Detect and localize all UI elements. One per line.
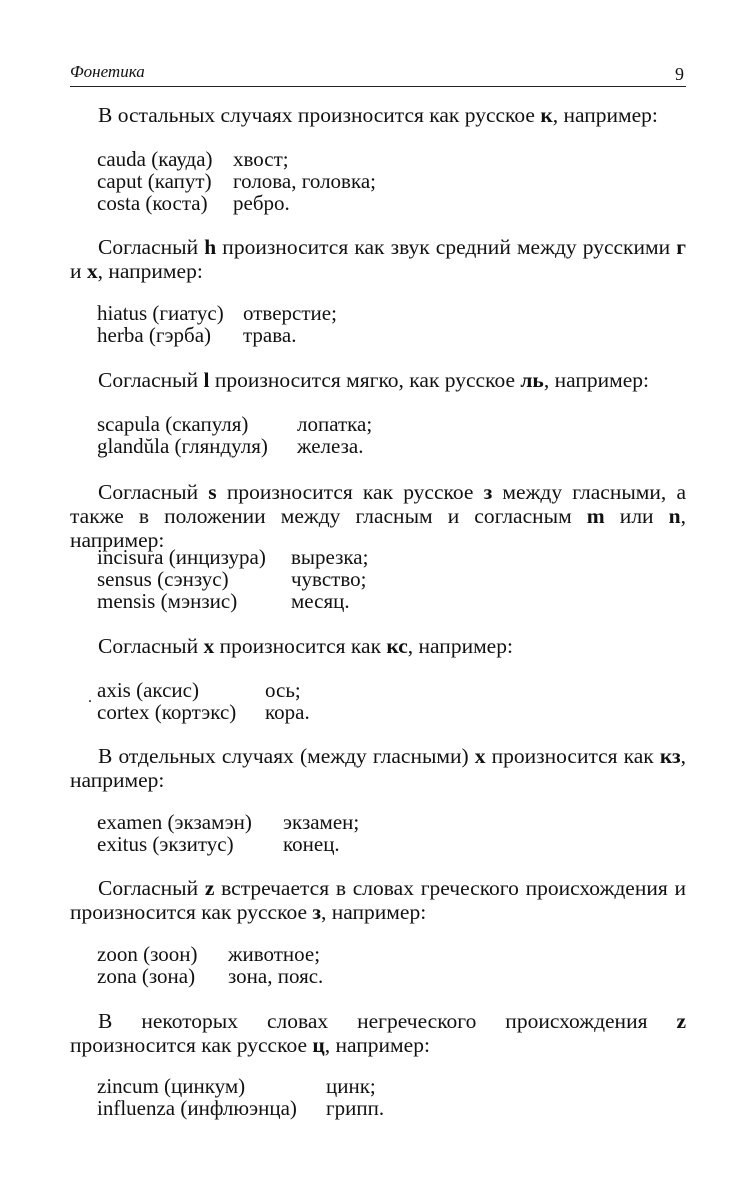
translation: трава. [243, 323, 297, 347]
paragraph-x-kz-sound [70, 744, 686, 792]
text: В отдельных случаях (между гласными) [98, 744, 475, 768]
example-row [97, 965, 323, 987]
paragraph-x-sound [70, 634, 686, 658]
example-row [97, 943, 323, 965]
example-list-z-non-greek [97, 1075, 384, 1119]
translation: грипп. [326, 1096, 385, 1120]
section-title: Фонетика [70, 62, 145, 81]
latin-term: axis (аксис) [97, 678, 199, 702]
example-row [97, 701, 310, 723]
letter: s [208, 480, 217, 504]
latin-term: glandŭla (гляндуля) [97, 434, 268, 458]
text: встречается в словах греческого происхождения и произносится как русское [70, 876, 686, 924]
paragraph-s-sound [70, 480, 686, 552]
print-speck: . [88, 689, 92, 706]
latin-term: sensus (сэнзус) [97, 567, 229, 591]
latin-term: mensis (мэнзис) [97, 589, 238, 613]
latin-term: herba (гэрба) [97, 323, 212, 347]
letter: х [474, 744, 486, 768]
text: , например: [543, 368, 649, 392]
translation: отверстие; [243, 301, 337, 325]
latin-term: zincum (цинкум) [97, 1074, 246, 1098]
letter: m [586, 504, 605, 528]
text: произносится как русское [70, 1033, 313, 1057]
text: , например: [552, 103, 658, 127]
text: произносится как русское [216, 480, 484, 504]
page-number: 9 [675, 64, 684, 84]
latin-term: costa (коста) [97, 191, 208, 215]
latin-term: incisura (инцизура) [97, 545, 266, 569]
letter: з [483, 480, 493, 504]
letter: l [203, 368, 210, 392]
example-row [97, 148, 376, 170]
letter: ц [312, 1033, 325, 1057]
letter: z [676, 1009, 686, 1033]
text: произносится как [485, 744, 660, 768]
example-list-s [97, 546, 368, 612]
text: Согласный [98, 235, 205, 259]
translation: ось; [265, 678, 301, 702]
latin-term: hiatus (гиатус) [97, 301, 224, 325]
example-row [97, 679, 310, 701]
latin-term: exitus (экзитус) [97, 832, 234, 856]
translation: чувство; [291, 567, 367, 591]
letter: ль [520, 368, 544, 392]
text: Согласный [98, 368, 204, 392]
text: между гласными, а также в положении между гласным и согласным [70, 480, 686, 528]
paragraph-z-greek [70, 876, 686, 924]
latin-term: influenza (инфлюэнца) [97, 1096, 297, 1120]
letter: кз [659, 744, 681, 768]
latin-term: cortex (кортэкс) [97, 700, 237, 724]
example-list-k [97, 148, 376, 214]
running-header [70, 60, 686, 87]
latin-term: zoon (зоон) [97, 942, 198, 966]
text: Согласный [98, 876, 205, 900]
example-row [97, 1097, 384, 1119]
example-list-z-greek [97, 943, 323, 987]
paragraph-z-non-greek [70, 1009, 686, 1057]
example-row [97, 170, 376, 192]
example-row [97, 302, 337, 324]
translation: вырезка; [291, 545, 369, 569]
latin-term: zona (зона) [97, 964, 196, 988]
translation: кора. [265, 700, 310, 724]
text: , например: [407, 634, 513, 658]
text: произносится как звук средний между русскими [216, 235, 677, 259]
text: , например: [70, 504, 686, 552]
latin-term: caput (капут) [97, 169, 212, 193]
letter: n [668, 504, 681, 528]
letter: h [204, 235, 217, 259]
example-list-l [97, 413, 372, 457]
translation: животное; [228, 942, 321, 966]
text: и [70, 259, 87, 283]
translation: цинк; [326, 1074, 376, 1098]
example-row [97, 546, 368, 568]
text: , например: [97, 259, 203, 283]
example-row [97, 324, 337, 346]
letter: х [86, 259, 98, 283]
example-row [97, 833, 359, 855]
translation: экзамен; [283, 810, 360, 834]
translation: лопатка; [297, 412, 373, 436]
example-list-x-kz [97, 811, 359, 855]
text: произносится мягко, как русское [209, 368, 521, 392]
example-row [97, 590, 368, 612]
text: В некоторых словах негреческого происхождения [98, 1009, 677, 1033]
translation: ребро. [233, 191, 290, 215]
text: , например: [321, 900, 427, 924]
translation: голова, головка; [233, 169, 377, 193]
letter: з [312, 900, 322, 924]
text: , например: [70, 744, 686, 792]
text: В остальных случаях произносится как русское [98, 103, 541, 127]
paragraph-h-sound [70, 235, 686, 283]
example-row [97, 413, 372, 435]
example-row [97, 435, 372, 457]
letter: х [203, 634, 215, 658]
translation: железа. [297, 434, 364, 458]
example-row [97, 192, 376, 214]
example-row [97, 568, 368, 590]
text: Согласный [98, 480, 209, 504]
text: или [604, 504, 669, 528]
letter: к [540, 103, 553, 127]
letter: г [676, 235, 687, 259]
latin-term: scapula (скапуля) [97, 412, 249, 436]
letter: кс [386, 634, 408, 658]
latin-term: examen (экзамэн) [97, 810, 252, 834]
paragraph-k-sound [70, 103, 686, 127]
example-row [97, 811, 359, 833]
letter: z [204, 876, 215, 900]
text: произносится как [214, 634, 387, 658]
example-row [97, 1075, 384, 1097]
example-list-x [97, 679, 310, 723]
translation: хвост; [233, 147, 289, 171]
translation: конец. [283, 832, 340, 856]
text: Согласный [98, 634, 204, 658]
translation: месяц. [291, 589, 350, 613]
translation: зона, пояс. [228, 964, 324, 988]
paragraph-l-sound [70, 368, 686, 392]
example-list-h [97, 302, 337, 346]
latin-term: cauda (кауда) [97, 147, 213, 171]
text: , например: [324, 1033, 430, 1057]
